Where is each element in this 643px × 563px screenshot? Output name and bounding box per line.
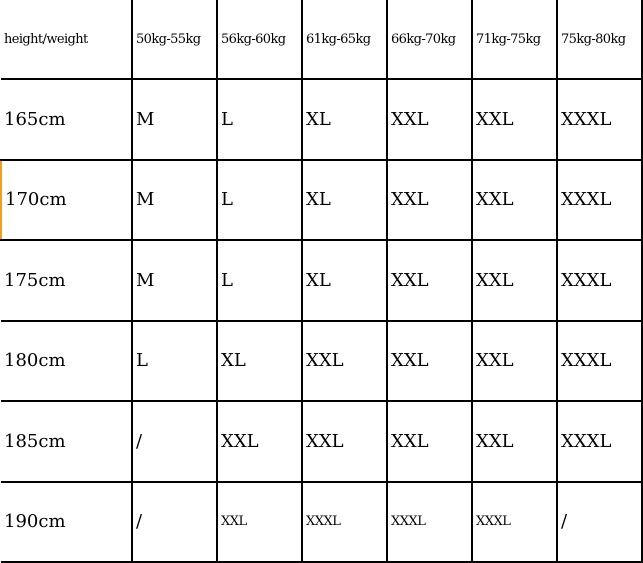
size-cell: XXL xyxy=(302,401,387,482)
size-cell: XXL xyxy=(387,401,472,482)
size-cell: XXXL xyxy=(472,482,557,563)
size-cell: XXXL xyxy=(387,482,472,563)
size-cell: XXXL xyxy=(557,401,642,482)
size-cell: XXL xyxy=(302,321,387,402)
header-row xyxy=(1,0,642,79)
table-row xyxy=(1,321,642,402)
table-row xyxy=(1,401,642,482)
weight-header: 50kg-55kg xyxy=(132,0,217,79)
size-cell: L xyxy=(217,240,302,321)
size-cell: XXL xyxy=(387,79,472,160)
weight-header: 75kg-80kg xyxy=(557,0,642,79)
size-cell: XL xyxy=(302,79,387,160)
size-cell: XL xyxy=(302,240,387,321)
size-cell: XXL xyxy=(217,482,302,563)
weight-header: 56kg-60kg xyxy=(217,0,302,79)
size-cell: L xyxy=(132,321,217,402)
size-cell: / xyxy=(132,482,217,563)
size-cell: XXL xyxy=(387,321,472,402)
size-cell: XXL xyxy=(472,160,557,241)
size-cell: XXXL xyxy=(557,240,642,321)
height-cell: 175cm xyxy=(1,240,132,321)
height-cell: 165cm xyxy=(1,79,132,160)
height-cell: 190cm xyxy=(1,482,132,563)
height-cell: 185cm xyxy=(1,401,132,482)
corner-label: height/weight xyxy=(1,0,132,79)
size-cell: L xyxy=(217,79,302,160)
size-cell: XXXL xyxy=(302,482,387,563)
table-row xyxy=(1,79,642,160)
size-cell: L xyxy=(217,160,302,241)
height-cell: 170cm xyxy=(1,160,132,241)
size-cell: XXXL xyxy=(557,79,642,160)
size-cell: XL xyxy=(217,321,302,402)
size-cell: XXL xyxy=(387,240,472,321)
weight-header: 71kg-75kg xyxy=(472,0,557,79)
height-cell: 180cm xyxy=(1,321,132,402)
table-row xyxy=(1,482,642,563)
size-cell: M xyxy=(132,160,217,241)
size-cell: XXL xyxy=(387,160,472,241)
size-cell: XXL xyxy=(472,79,557,160)
table-row xyxy=(1,160,642,241)
size-cell: XXL xyxy=(472,240,557,321)
size-cell: XXL xyxy=(217,401,302,482)
size-cell: M xyxy=(132,240,217,321)
weight-header: 66kg-70kg xyxy=(387,0,472,79)
size-cell: XXL xyxy=(472,321,557,402)
weight-header: 61kg-65kg xyxy=(302,0,387,79)
size-cell: XXL xyxy=(472,401,557,482)
size-cell: M xyxy=(132,79,217,160)
size-cell: XL xyxy=(302,160,387,241)
size-cell: XXXL xyxy=(557,321,642,402)
size-cell: XXXL xyxy=(557,160,642,241)
size-cell: / xyxy=(557,482,642,563)
table-row xyxy=(1,240,642,321)
size-cell: / xyxy=(132,401,217,482)
